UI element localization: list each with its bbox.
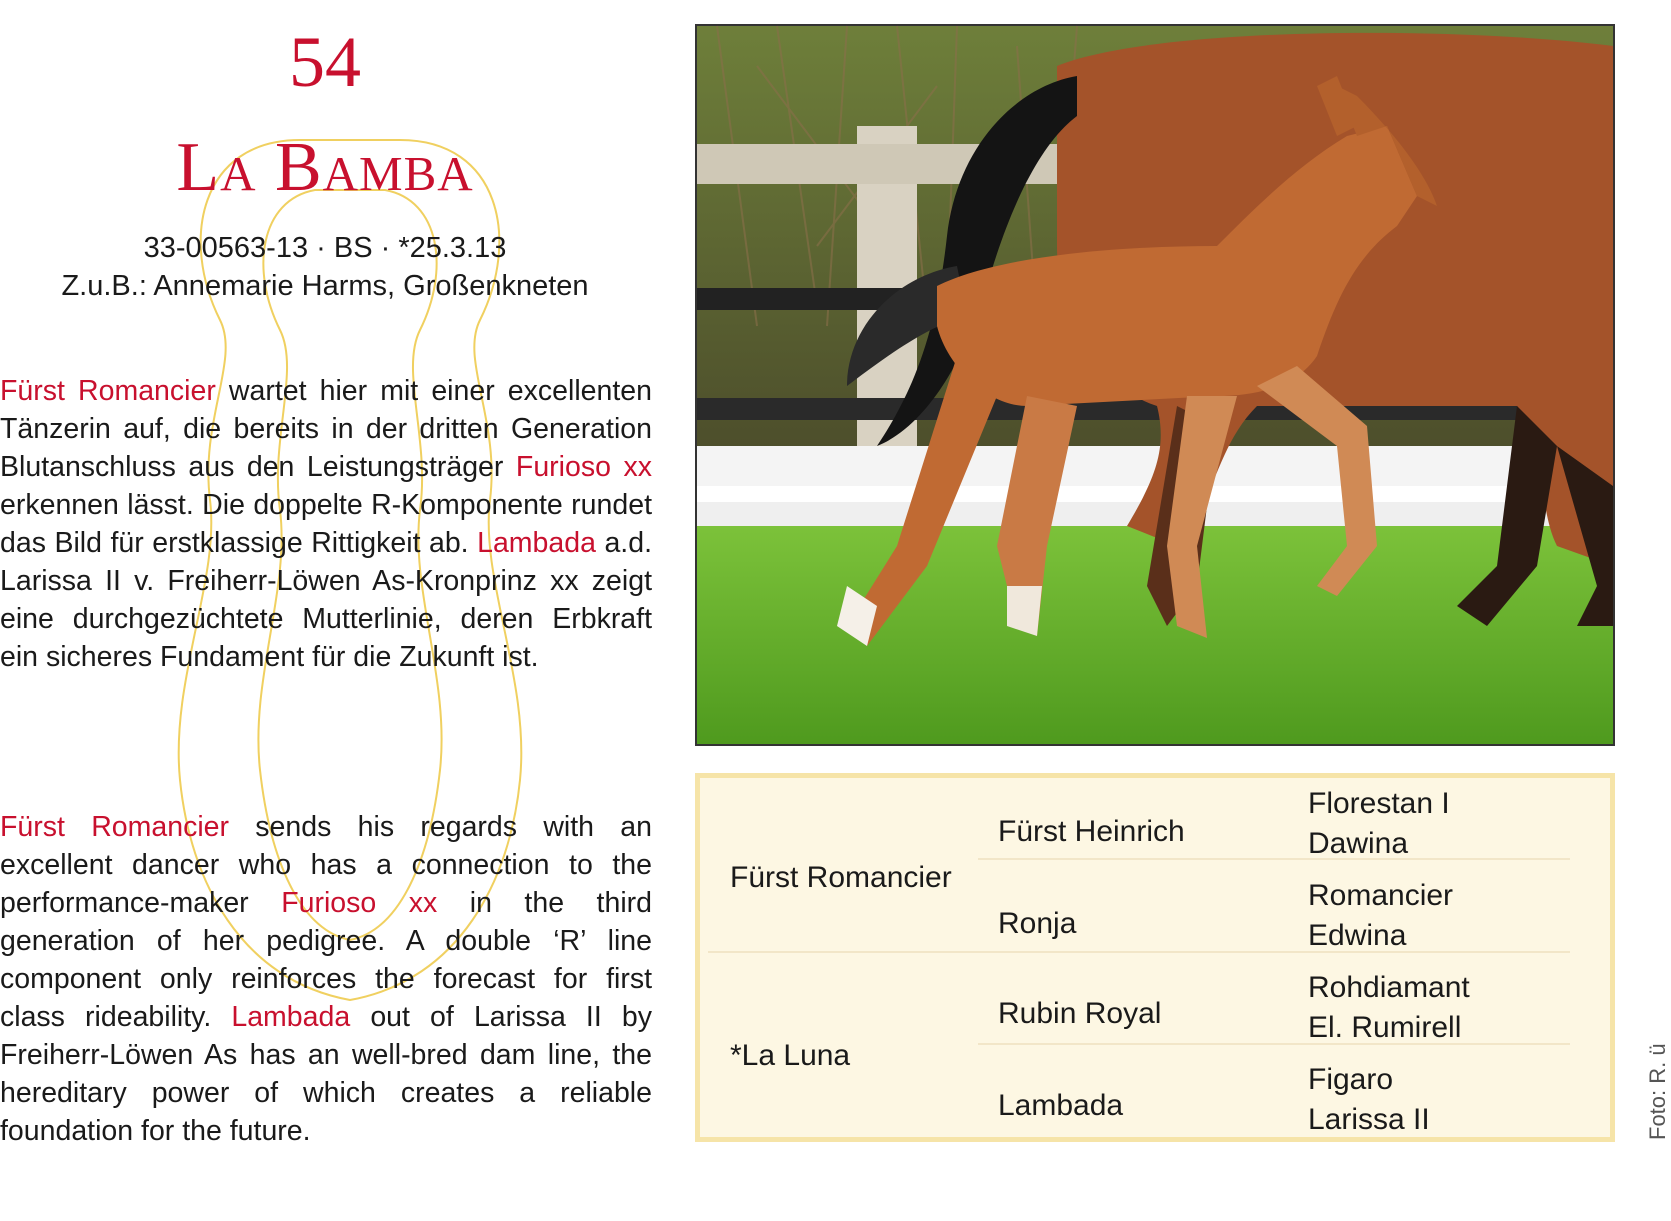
sire-name-highlight: Furioso xx [515, 451, 652, 483]
description-text: out of Larissa II by Freiherr-Löwen As has an well-bred dam line, the hereditary power of which creates a reliable foundation for the future. [0, 1001, 652, 1147]
lot-number: 54 [289, 22, 361, 102]
description-text: in the third generation of her pedigree. A double ‘R’ line component only reinforces the forecast for first class rideability. [0, 887, 653, 1033]
pedigree-sire: Fürst Romancier [730, 861, 952, 894]
pedigree-gen3-3: Romancier [1308, 879, 1454, 912]
breeder-info: Z.u.B.: Annemarie Harms, Großenkneten [61, 270, 589, 302]
photo-credit [1645, 980, 1670, 1140]
horse-photo [695, 24, 1615, 746]
pedigree-dam-dam: Lambada [998, 1089, 1124, 1122]
description-text: sends his regards with an excellent dancer who has a connection to the performance-maker [0, 811, 652, 919]
registration-meta: 33-00563-13 · BS · *25.3.13 [143, 232, 507, 264]
pedigree-sire-dam: Ronja [998, 907, 1077, 940]
pedigree-table [695, 773, 1615, 1142]
pedigree-gen3-2: Dawina [1308, 827, 1409, 860]
pedigree-gen3-5: Rohdiamant [1308, 971, 1470, 1004]
pedigree-gen3-6: El. Rumirell [1308, 1011, 1462, 1044]
description-german [0, 372, 652, 676]
photo-credit-text: Foto: R. ü [1645, 1043, 1670, 1140]
description-text: a.d. Larissa II v. Freiherr-Löwen As-Kronprinz xx zeigt eine durchgezüchtete Mutterlinie, deren Erbkraft ein sicheres Fundament für die Zukunft ist. [0, 527, 652, 673]
sire-name-highlight: Furioso xx [281, 887, 438, 919]
description-english [0, 808, 652, 1150]
dam-name-highlight: Lambada [477, 527, 596, 559]
mare-and-foal-illustration [697, 26, 1613, 744]
description-text: erkennen lässt. Die doppelte R-Komponente rundet das Bild für erstklassige Rittigkeit ab. [0, 489, 652, 559]
sire-name-highlight: Fürst Romancier [0, 811, 230, 843]
description-text: wartet hier mit einer excellenten Tänzerin auf, die bereits in der dritten Generation Blutanschluss aus den Leistungsträger [0, 375, 652, 483]
pedigree-gen3-7: Figaro [1308, 1063, 1394, 1096]
pedigree-gen3-4: Edwina [1308, 919, 1407, 952]
pedigree-gen3-1: Florestan I [1308, 787, 1450, 820]
pedigree-dam: *La Luna [730, 1039, 851, 1072]
sire-name-highlight: Fürst Romancier [0, 375, 216, 407]
horse-name-title: La Bamba [176, 129, 474, 206]
pedigree-sire-sire: Fürst Heinrich [998, 815, 1185, 848]
pedigree-dam-sire: Rubin Royal [998, 997, 1162, 1030]
dam-name-highlight: Lambada [231, 1001, 351, 1033]
pedigree-gen3-8: Larissa II [1308, 1103, 1430, 1136]
